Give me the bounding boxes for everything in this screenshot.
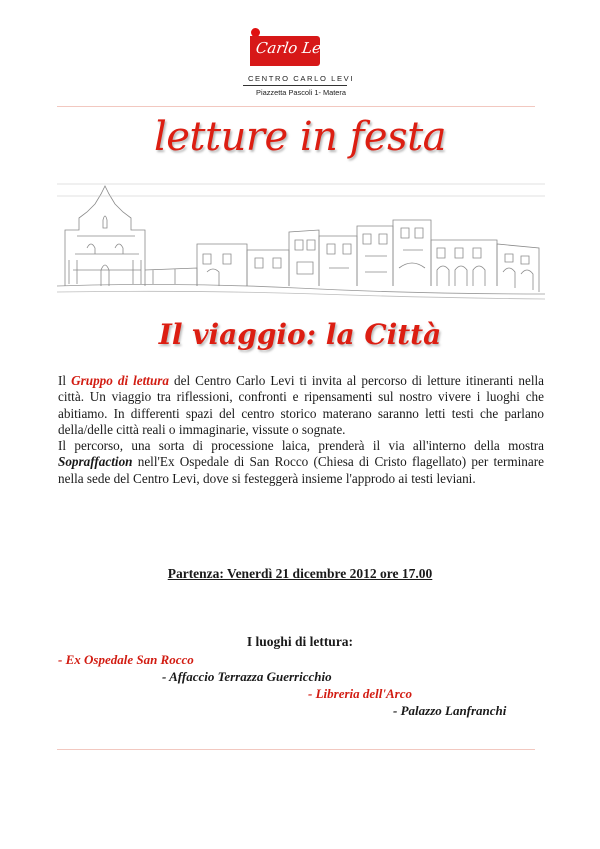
departure-text: Partenza: Venerdì 21 dicembre 2012 ore 17.00: [167, 566, 433, 581]
logo-name: CENTRO CARLO LEVI: [247, 74, 355, 83]
logo-badge: [250, 36, 336, 66]
departure-info: [0, 566, 600, 582]
intro-p2-text: nell'Ex Ospedale di San Rocco (Chiesa di Cristo flagellato) per terminare nella sede del Centro Levi, dove si festeggerà insieme l'approdo ai testi leviani.: [58, 454, 544, 486]
intro-text: [58, 373, 544, 487]
event-title: Il viaggio: la Città: [158, 318, 442, 351]
exhibition-name: Sopraffaction: [58, 454, 133, 470]
logo-script: Carlo Levi: [254, 39, 336, 57]
place-item: - Ex Ospedale San Rocco: [58, 652, 194, 667]
place-item: - Affaccio Terrazza Guerricchio: [162, 669, 332, 684]
header-rule: [57, 106, 535, 107]
logo-address: Piazzetta Pascoli 1- Matera: [256, 88, 346, 97]
intro-paragraph-1: [58, 373, 544, 438]
place-item: - Libreria dell'Arco: [308, 686, 412, 701]
intro-prefix: Il: [58, 373, 67, 388]
places-heading: I luoghi di lettura:: [246, 634, 354, 649]
logo-divider: [243, 85, 347, 86]
intro-p1-text: del Centro Carlo Levi ti invita al percorso di letture itineranti nella città. Un viaggio tra riflessioni, confronti e ripensamenti sul nostro vivere i luoghi che abitiamo. In differenti spazi del centro storico materano saranno letti testi che parlano della/delle città reali o immaginarie, vissute o sognate.: [58, 373, 545, 437]
city-skyline-illustration: [57, 178, 545, 302]
reading-group-name: Gruppo di lettura: [71, 373, 170, 388]
place-item: - Palazzo Lanfranchi: [393, 703, 507, 718]
intro-p2-start: Il percorso, una sorta di processione laica, prenderà il via all'interno della mostra: [58, 438, 544, 454]
main-title: letture in festa: [153, 114, 447, 160]
footer-rule: [57, 749, 535, 750]
intro-paragraph-2: [58, 438, 544, 487]
